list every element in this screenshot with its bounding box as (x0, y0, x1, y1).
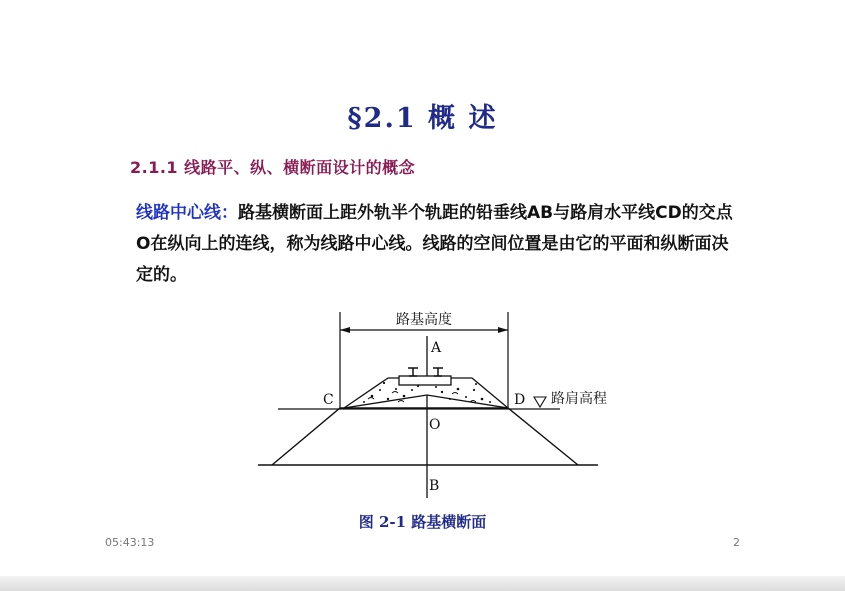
label-point-c: C (323, 392, 334, 408)
slide-title: §2.1 概 述 (347, 103, 498, 134)
rail-right (433, 368, 443, 376)
label-point-b: B (429, 478, 440, 494)
label-roadbed-width: 路基高度 (396, 312, 452, 328)
label-point-d: D (514, 392, 526, 408)
definition-text: 路基横断面上距外轨半个轨距的铅垂线AB与路肩水平线CD的交点O在纵向上的连线，称为线路中心线。线路的空间位置是由它的平面和纵断面决定的。 (136, 203, 733, 285)
label-point-a: A (431, 340, 442, 356)
page-bottom-edge (0, 576, 845, 591)
width-arrow-left (340, 327, 350, 333)
section-heading: 2.1.1 线路平、纵、横断面设计的概念 (130, 158, 416, 177)
rail-left (408, 368, 418, 376)
shoulder-elevation-symbol (534, 397, 546, 407)
label-shoulder-elevation: 路肩高程 (551, 391, 607, 407)
width-arrow-right (498, 327, 508, 333)
sleeper (399, 376, 451, 385)
page-number: 2 (733, 536, 740, 549)
label-point-o: O (429, 417, 441, 433)
embankment-outline (272, 408, 578, 465)
figure-caption: 图 2-1 路基横断面 (358, 513, 487, 531)
definition-term: 线路中心线： (136, 203, 238, 223)
slide-timestamp: 05:43:13 (105, 536, 155, 549)
